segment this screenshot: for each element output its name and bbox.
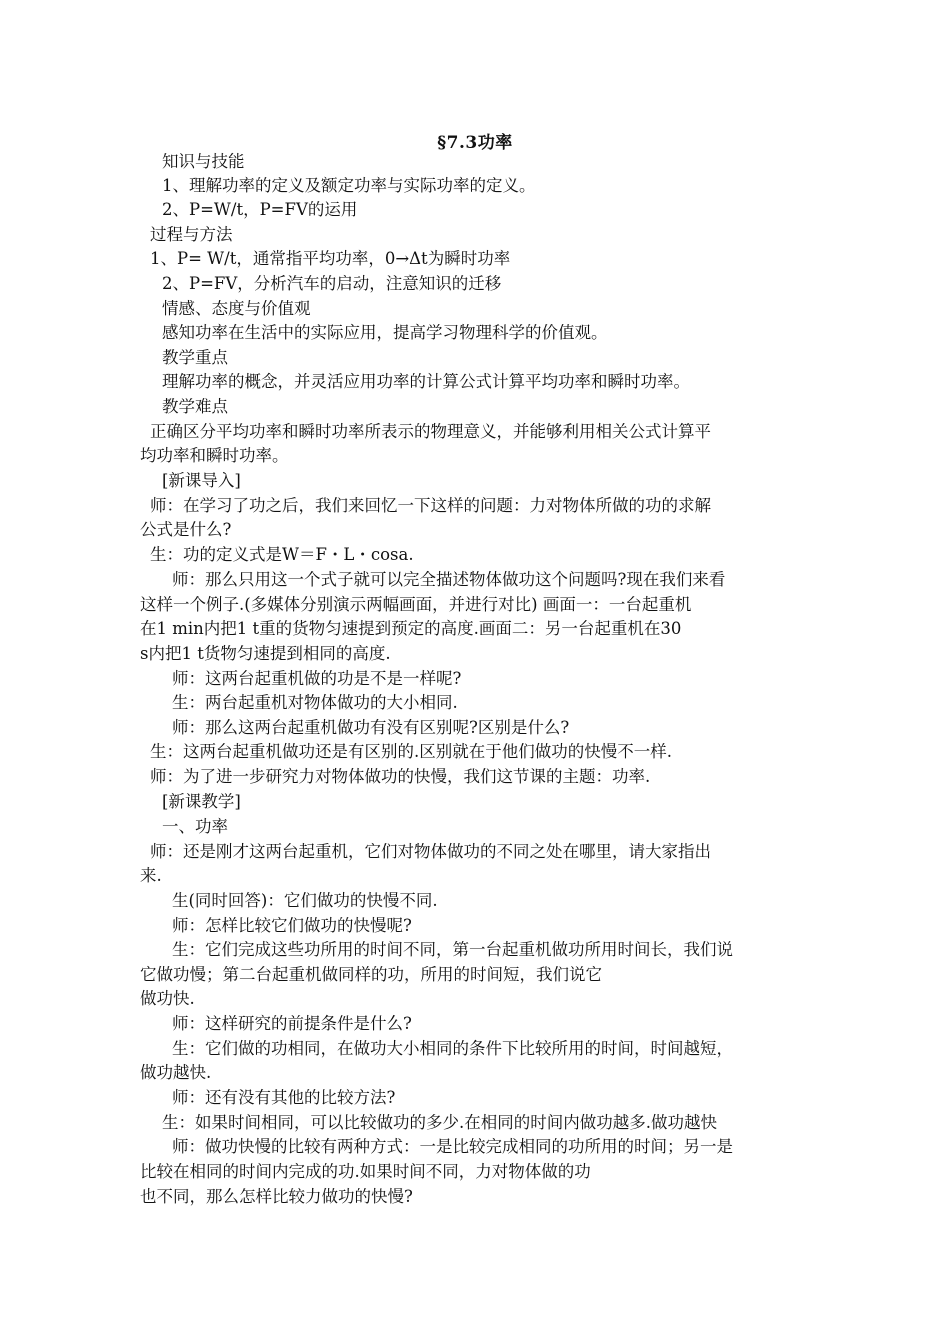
- text-line: 师：在学习了功之后，我们来回忆一下这样的问题：力对物体所做的功的求解: [150, 496, 711, 515]
- text-line: 师：那么这两台起重机做功有没有区别呢?区别是什么?: [172, 718, 570, 737]
- text-line: 1、P= W/t，通常指平均功率，0→Δt为瞬时功率: [150, 249, 511, 268]
- text-line: 做功快.: [140, 989, 195, 1008]
- text-line: 1、理解功率的定义及额定功率与实际功率的定义。: [162, 176, 536, 195]
- text-line: 生：功的定义式是W＝F・L・cosa.: [150, 545, 414, 564]
- text-line: 生：这两台起重机做功还是有区别的.区别就在于他们做功的快慢不一样.: [150, 742, 672, 761]
- text-line: 师：还是刚才这两台起重机，它们对物体做功的不同之处在哪里，请大家指出: [150, 842, 711, 861]
- section-heading: 知识与技能: [162, 152, 245, 171]
- section-heading: [新课导入]: [162, 471, 241, 490]
- text-line: 生(同时回答)：它们做功的快慢不同.: [172, 891, 438, 910]
- section-heading: 教学重点: [162, 348, 228, 367]
- text-line: 理解功率的概念，并灵活应用功率的计算公式计算平均功率和瞬时功率。: [162, 372, 690, 391]
- section-heading: 情感、态度与价值观: [162, 299, 311, 318]
- text-line: 师：做功快慢的比较有两种方式：一是比较完成相同的功所用的时间；另一是: [172, 1137, 733, 1156]
- text-line: 师：这两台起重机做的功是不是一样呢?: [172, 669, 462, 688]
- section-heading: 过程与方法: [150, 225, 233, 244]
- text-line: 也不同，那么怎样比较力做功的快慢?: [140, 1187, 413, 1206]
- text-line: 公式是什么?: [140, 520, 232, 539]
- text-line: 比较在相同的时间内完成的功.如果时间不同，力对物体做的功: [140, 1162, 591, 1181]
- text-line: 生：它们完成这些功所用的时间不同，第一台起重机做功所用时间长，我们说: [172, 940, 733, 959]
- text-line: 做功越快.: [140, 1063, 212, 1082]
- text-line: 师：这样研究的前提条件是什么?: [172, 1014, 412, 1033]
- text-line: 师：那么只用这一个式子就可以完全描述物体做功这个问题吗?现在我们来看: [172, 570, 726, 589]
- page-title: §7.3功率: [437, 133, 513, 153]
- text-line: 师：还有没有其他的比较方法?: [172, 1088, 396, 1107]
- text-line: 生：它们做的功相同，在做功大小相同的条件下比较所用的时间，时间越短，: [172, 1039, 733, 1058]
- text-line: 它做功慢；第二台起重机做同样的功，所用的时间短，我们说它: [140, 965, 602, 984]
- section-heading: 一、功率: [162, 817, 228, 836]
- text-line: 这样一个例子.(多媒体分别演示两幅画面，并进行对比) 画面一：一台起重机: [140, 595, 692, 614]
- text-line: s内把1 t货物匀速提到相同的高度.: [140, 644, 391, 663]
- text-line: 正确区分平均功率和瞬时功率所表示的物理意义，并能够利用相关公式计算平: [150, 422, 711, 441]
- text-line: 生：两台起重机对物体做功的大小相同.: [172, 693, 458, 712]
- text-line: 生：如果时间相同，可以比较做功的多少.在相同的时间内做功越多.做功越快: [162, 1113, 717, 1132]
- text-line: 2、P=FV，分析汽车的启动，注意知识的迁移: [162, 274, 502, 293]
- text-line: 来.: [140, 866, 162, 885]
- section-heading: [新课教学]: [162, 792, 241, 811]
- text-line: 师：为了进一步研究力对物体做功的快慢，我们这节课的主题：功率.: [150, 767, 651, 786]
- text-line: 均功率和瞬时功率。: [140, 446, 289, 465]
- text-line: 2、P=W/t，P=FV的运用: [162, 200, 358, 219]
- text-line: 师：怎样比较它们做功的快慢呢?: [172, 916, 412, 935]
- text-line: 在1 min内把1 t重的货物匀速提到预定的高度.画面二：另一台起重机在30: [140, 619, 682, 638]
- section-heading: 教学难点: [162, 397, 228, 416]
- text-line: 感知功率在生活中的实际应用，提高学习物理科学的价值观。: [162, 323, 608, 342]
